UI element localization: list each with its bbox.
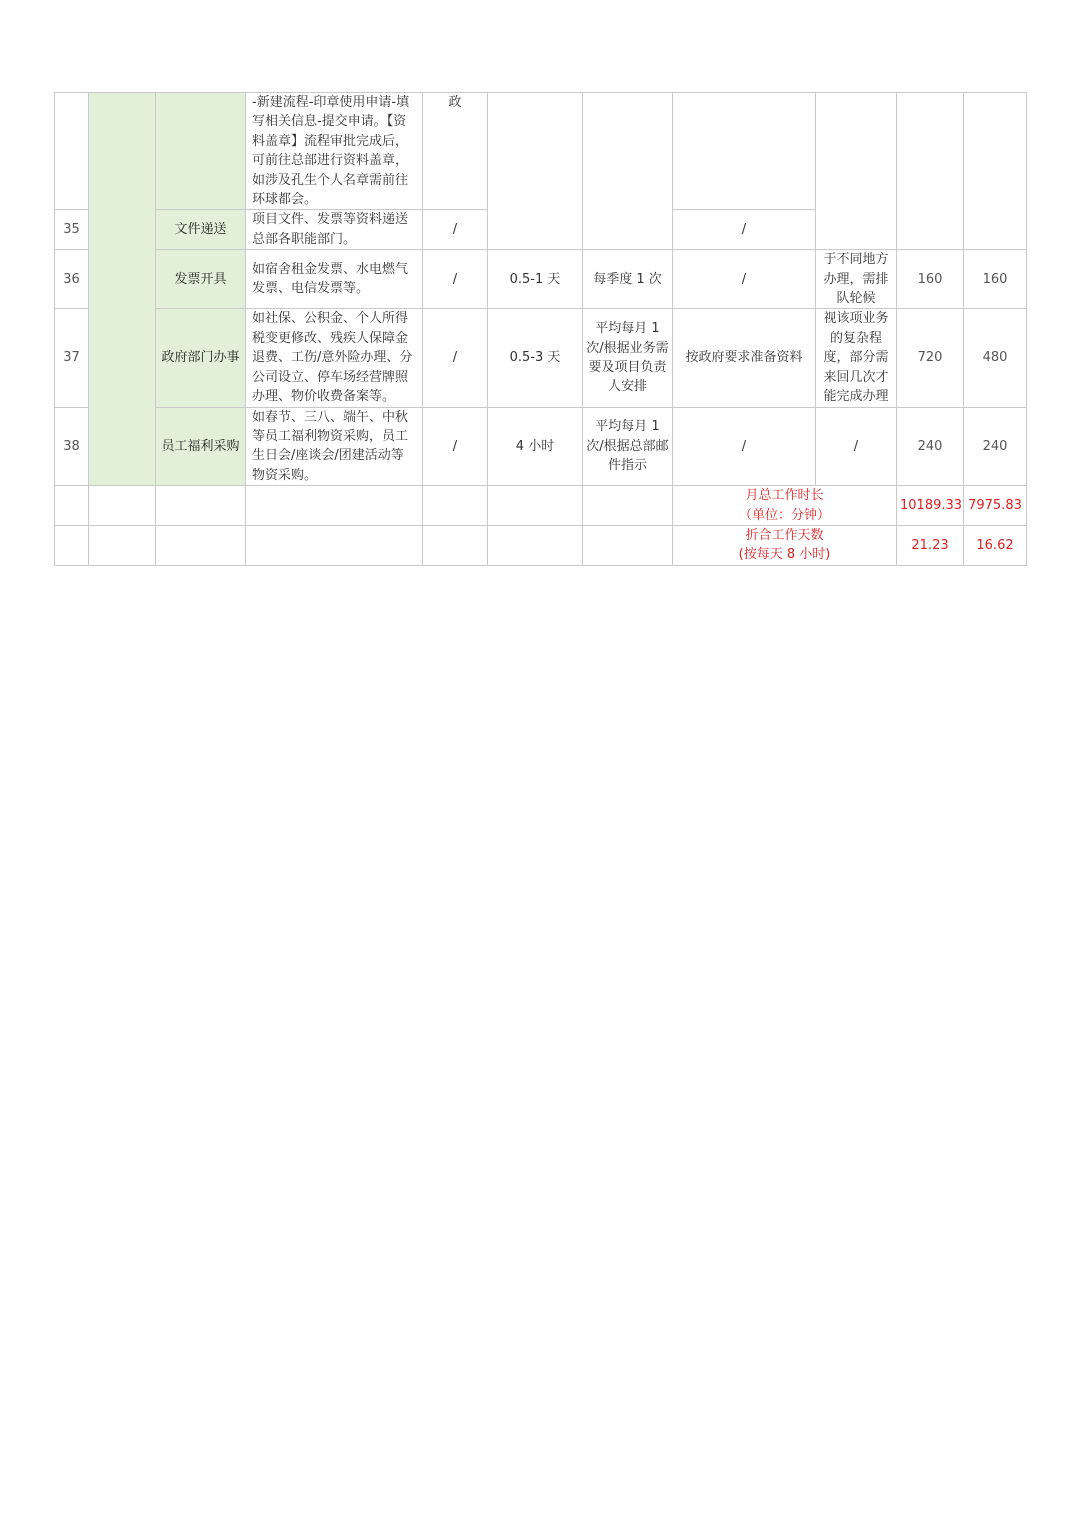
total-minutes-label: 月总工作时长 （单位：分钟） bbox=[673, 486, 897, 526]
duration-value: 0.5-3 天 bbox=[488, 309, 583, 407]
responsible-value: / bbox=[423, 210, 488, 250]
minutes-a-value: 720 bbox=[897, 309, 964, 407]
total-minutes-a: 10189.33 bbox=[897, 486, 964, 526]
duration-cell bbox=[488, 93, 583, 250]
responsible-value: / bbox=[423, 407, 488, 486]
row-number: 35 bbox=[55, 210, 89, 250]
row-number-cell bbox=[55, 93, 89, 210]
table-row bbox=[55, 93, 1027, 210]
minutes-b-cell bbox=[964, 93, 1027, 250]
frequency-value: 平均每月 1 次/根据总部邮件指示 bbox=[583, 407, 673, 486]
total-minutes-b: 7975.83 bbox=[964, 486, 1027, 526]
total-minutes-row bbox=[55, 486, 1027, 526]
frequency-value: 每季度 1 次 bbox=[583, 250, 673, 309]
note-value: 视该项业务的复杂程度，部分需来回几次才能完成办理 bbox=[816, 309, 897, 407]
requirement-value: 按政府要求准备资料 bbox=[673, 309, 816, 407]
row-number: 36 bbox=[55, 250, 89, 309]
total-days-b: 16.62 bbox=[964, 525, 1027, 565]
minutes-a-value: 240 bbox=[897, 407, 964, 486]
task-description: -新建流程-印章使用申请-填写相关信息-提交申请。【资料盖章】流程审批完成后，可前往总部进行资料盖章，如涉及孔生个人名章需前往环球都会。 bbox=[246, 93, 423, 210]
frequency-value: 平均每月 1 次/根据业务需要及项目负责人安排 bbox=[583, 309, 673, 407]
table-row bbox=[55, 250, 1027, 309]
task-name: 发票开具 bbox=[156, 250, 246, 309]
duration-value: 0.5-1 天 bbox=[488, 250, 583, 309]
minutes-a-value: 160 bbox=[897, 250, 964, 309]
task-name-cell bbox=[156, 93, 246, 210]
total-days-a: 21.23 bbox=[897, 525, 964, 565]
row-number: 38 bbox=[55, 407, 89, 486]
table-row bbox=[55, 407, 1027, 486]
requirement-value: / bbox=[673, 407, 816, 486]
task-description: 如春节、三八、端午、中秋等员工福利物资采购，员工生日会/座谈会/团建活动等物资采购。 bbox=[246, 407, 423, 486]
responsible-value: / bbox=[423, 250, 488, 309]
task-description: 如宿舍租金发票、水电燃气发票、电信发票等。 bbox=[246, 250, 423, 309]
category-cell bbox=[89, 93, 156, 486]
frequency-cell bbox=[583, 93, 673, 250]
note-value: / bbox=[816, 407, 897, 486]
minutes-b-value: 240 bbox=[964, 407, 1027, 486]
note-cell bbox=[816, 93, 897, 250]
task-description: 如社保、公积金、个人所得税变更修改、残疾人保障金退费、工伤/意外险办理、分公司设立、停车场经营牌照办理、物价收费备案等。 bbox=[246, 309, 423, 407]
task-name: 员工福利采购 bbox=[156, 407, 246, 486]
minutes-a-cell bbox=[897, 93, 964, 250]
requirement-value: / bbox=[673, 210, 816, 250]
responsible-cell: 政 bbox=[423, 93, 488, 210]
note-value: 于不同地方办理，需排队轮候 bbox=[816, 250, 897, 309]
total-days-label: 折合工作天数 (按每天 8 小时) bbox=[673, 525, 897, 565]
duration-value: 4 小时 bbox=[488, 407, 583, 486]
minutes-b-value: 480 bbox=[964, 309, 1027, 407]
work-hours-table bbox=[54, 92, 1027, 566]
total-days-row bbox=[55, 525, 1027, 565]
minutes-b-value: 160 bbox=[964, 250, 1027, 309]
requirement-value: / bbox=[673, 250, 816, 309]
responsible-value: / bbox=[423, 309, 488, 407]
requirement-cell bbox=[673, 93, 816, 210]
row-number: 37 bbox=[55, 309, 89, 407]
task-description: 项目文件、发票等资料递送总部各职能部门。 bbox=[246, 210, 423, 250]
task-name: 文件递送 bbox=[156, 210, 246, 250]
task-name: 政府部门办事 bbox=[156, 309, 246, 407]
table-row bbox=[55, 309, 1027, 407]
